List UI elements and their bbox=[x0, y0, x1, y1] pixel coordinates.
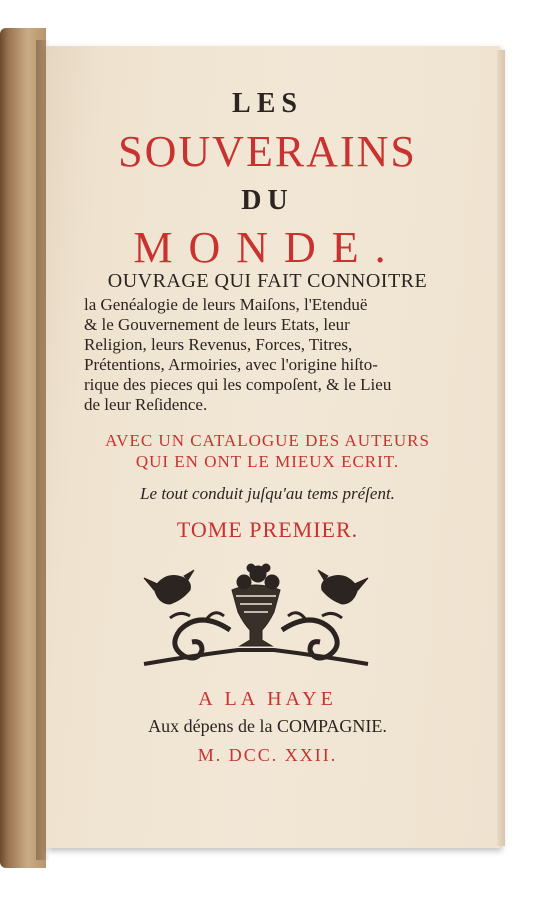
conduit-line: Le tout conduit juſqu'au tems préſent. bbox=[140, 484, 395, 503]
description-line: Religion, leurs Revenus, Forces, Titres, bbox=[84, 335, 353, 354]
description-line: la Genéalogie de leurs Maiſons, l'Etenduë bbox=[84, 295, 368, 314]
woodcut-vase-with-birds-icon bbox=[140, 560, 372, 674]
title-du: DU bbox=[241, 185, 294, 216]
title-souverains: SOUVERAINS bbox=[118, 127, 417, 176]
description-line: de leur Reſidence. bbox=[84, 395, 208, 414]
description-line: rique des pieces qui les compoſent, & le Lieu bbox=[84, 375, 392, 394]
title-les: LES bbox=[232, 88, 303, 119]
imprint-publisher: Aux dépens de la COMPAGNIE. bbox=[148, 716, 387, 736]
imprint-date: M. DCC. XXII. bbox=[197, 745, 338, 765]
description-line: & le Gouvernement de leurs Etats, leur bbox=[84, 315, 350, 334]
tome-label: TOME PREMIER. bbox=[176, 517, 359, 542]
description-paragraph bbox=[84, 295, 456, 415]
imprint-place: A LA HAYE bbox=[198, 688, 337, 710]
title-monde: MONDE. bbox=[133, 223, 402, 272]
catalogue-line-1: AVEC UN CATALOGUE DES AUTEURS bbox=[105, 431, 430, 450]
subtitle-ouvrage: OUVRAGE QUI FAIT CONNOITRE bbox=[107, 270, 428, 292]
catalogue-line-2: QUI EN ONT LE MIEUX ECRIT. bbox=[135, 452, 400, 471]
description-line: Prétentions, Armoiries, avec l'origine hiſto- bbox=[84, 355, 378, 374]
